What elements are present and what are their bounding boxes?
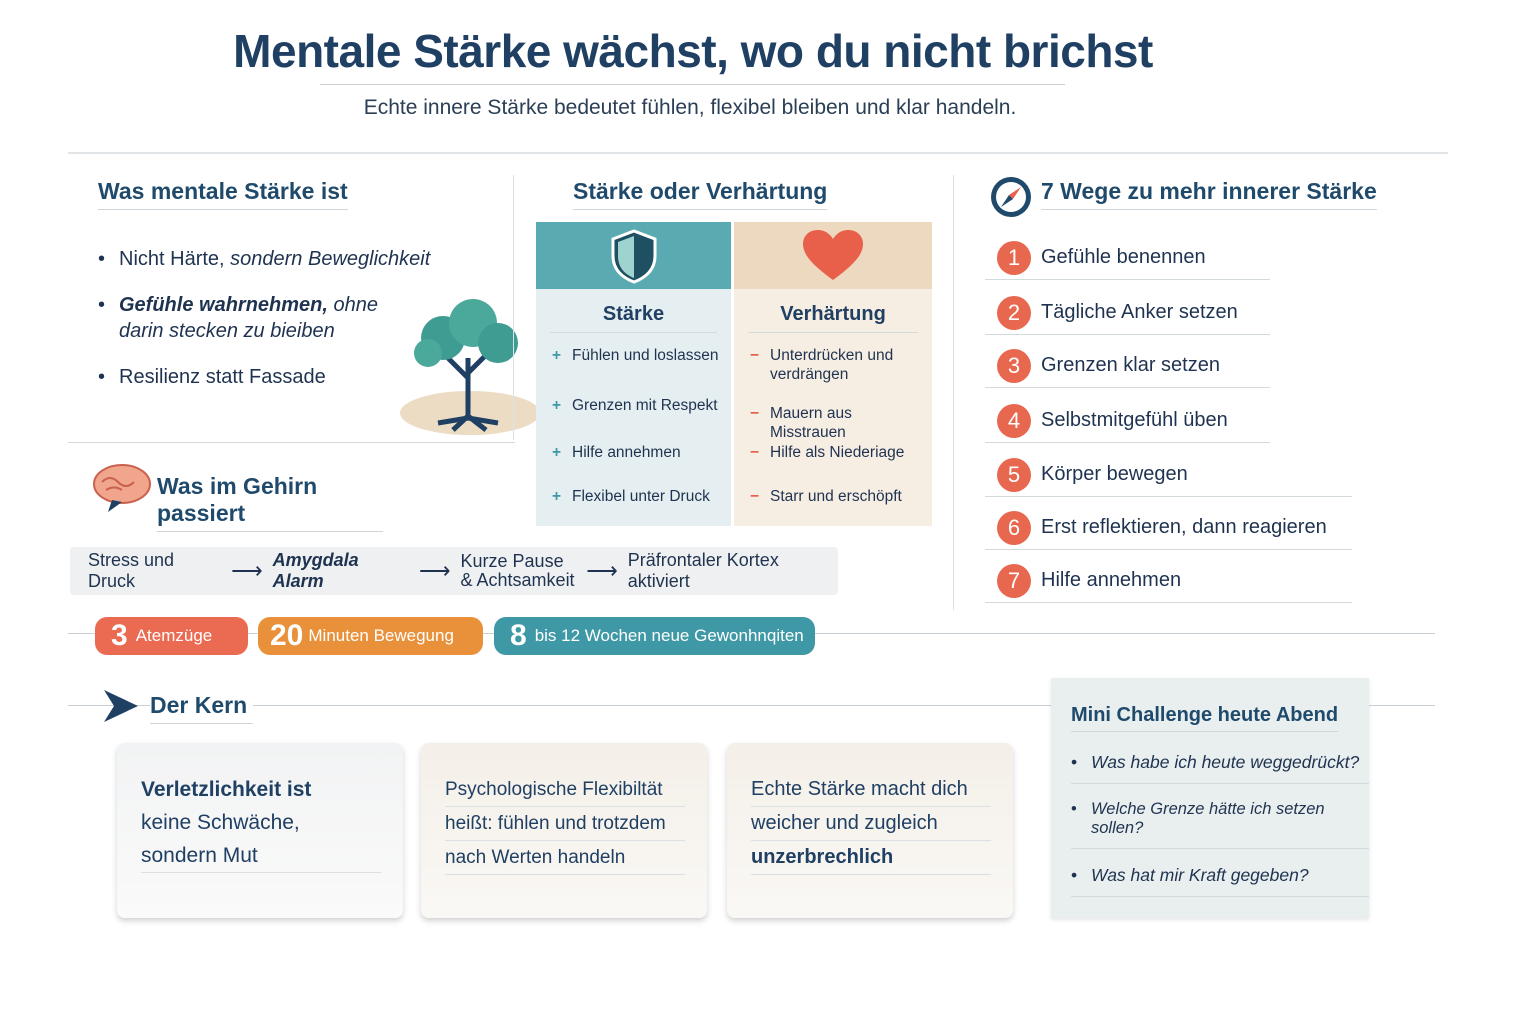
way-item: [985, 506, 1352, 550]
text: Hilfe annehmen: [572, 444, 681, 461]
way-item: [985, 559, 1352, 603]
strength-header: [536, 222, 731, 289]
strength-item: + Hilfe annehmen: [552, 444, 681, 461]
way-label: Tägliche Anker setzen: [1041, 301, 1238, 323]
badge-weeks: [494, 617, 815, 655]
strength-item: + Grenzen mit Respekt: [552, 397, 718, 414]
way-item: [985, 291, 1270, 335]
hardening-item: − Unterdrücken und verdrängen: [750, 347, 894, 383]
text: Fühlen und loslassen: [572, 347, 719, 364]
hardening-header: [734, 222, 932, 289]
divider: [513, 175, 514, 440]
card-line: nach Werten handeln: [445, 841, 685, 875]
challenge-item: • Was hat mir Kraft gegeben?: [1071, 849, 1369, 897]
way-item: [985, 453, 1352, 497]
arrow-right-icon: ⟶: [231, 558, 263, 583]
page-subtitle: Echte innere Stärke bedeutet fühlen, flexibel bleiben und klar handeln.: [363, 96, 1017, 119]
badge-number: 8: [510, 619, 527, 652]
paper-plane-icon: [102, 688, 140, 724]
text: Hilfe als Niederiage: [770, 444, 905, 461]
step-number: 4: [997, 404, 1031, 438]
badge-label: Minuten Bewegung: [308, 626, 454, 645]
arrow-right-icon: ⟶: [586, 558, 618, 583]
bullet-item: [119, 292, 419, 344]
way-item: [985, 344, 1270, 388]
core-card: [421, 743, 707, 918]
core-card: [117, 743, 403, 918]
step-number: 5: [997, 458, 1031, 492]
section-title-core: Der Kern: [150, 692, 253, 724]
hardening-column: [734, 222, 932, 526]
badge-movement: [258, 617, 483, 655]
flow-step: Kurze Pause & Achtsamkeit: [460, 551, 575, 590]
heart-icon: [801, 228, 865, 284]
brain-flow: [70, 547, 838, 595]
text: Grenzen mit Respekt: [572, 397, 718, 414]
badge-number: 20: [270, 619, 304, 652]
step-number: 3: [997, 349, 1031, 383]
way-label: Erst reflektieren, dann reagieren: [1041, 516, 1327, 538]
text: Flexibel unter Druck: [572, 488, 710, 505]
text: sondern Beweglichkeit: [230, 248, 431, 270]
strength-item: + Fühlen und loslassen: [552, 347, 719, 364]
section-title-ways: 7 Wege zu mehr innerer Stärke: [1041, 178, 1377, 210]
arrow-right-icon: ⟶: [418, 558, 451, 583]
badge-number: 3: [111, 619, 128, 652]
challenge-title: Mini Challenge heute Abend: [1071, 704, 1338, 732]
way-label: Körper bewegen: [1041, 463, 1188, 485]
compass-icon: [989, 175, 1033, 219]
way-item: [985, 399, 1270, 443]
strength-item: + Flexibel unter Druck: [552, 488, 710, 505]
badge-label: bis 12 Wochen neue Gewonhnqiten: [534, 626, 804, 645]
challenge-item: • Welche Grenze hätte ich setzen sollen?: [1071, 784, 1369, 849]
text: Starr und erschöpft: [770, 488, 902, 505]
way-label: Grenzen klar setzen: [1041, 354, 1220, 376]
card-line: Echte Stärke macht dich: [751, 773, 991, 807]
way-label: Hilfe annehmen: [1041, 569, 1182, 591]
hardening-item: − Starr und erschöpft: [750, 488, 902, 505]
divider: [68, 152, 1448, 154]
card-line: unzerbrechlich: [751, 841, 991, 875]
divider: [68, 442, 515, 443]
card-line: Verletzlichkeit ist: [141, 778, 312, 801]
text: Nicht Härte,: [119, 248, 231, 270]
card-line: Psychologische Flexibiltät: [445, 773, 685, 807]
way-label: Selbstmitgefühl üben: [1041, 409, 1228, 431]
step-number: 1: [997, 241, 1031, 275]
section-title-compare: Stärke oder Verhärtung: [573, 178, 827, 210]
text: Gefühle wahrnehmen,: [119, 294, 328, 316]
text: Unterdrücken und verdrängen: [770, 347, 894, 383]
flow-step: Amygdala Alarm: [272, 550, 359, 591]
flow-step: Präfrontaler Kortex aktiviert: [627, 550, 779, 591]
section-title-what: Was mentale Stärke ist: [98, 178, 348, 210]
hardening-title: Verhärtung: [748, 303, 918, 333]
step-number: 7: [997, 564, 1031, 598]
card-line: sondern Mut: [141, 839, 381, 873]
strength-column: [536, 222, 731, 526]
strength-title: Stärke: [550, 303, 717, 333]
flow-step: Stress und Druck: [88, 550, 175, 591]
shield-icon: [609, 228, 659, 284]
page-title: Mentale Stärke wächst, wo du nicht brichst: [233, 25, 1153, 77]
challenge-item: • Was habe ich heute weggedrückt?: [1071, 740, 1369, 784]
card-line: keine Schwäche,: [141, 811, 300, 834]
way-item: [985, 236, 1270, 280]
step-number: 6: [997, 511, 1031, 545]
brain-icon: [92, 462, 152, 514]
way-label: Gefühle benennen: [1041, 246, 1206, 268]
card-line: heißt: fühlen und trotzdem: [445, 807, 685, 841]
text: Mauern aus Misstrauen: [770, 405, 852, 441]
text: ohne darin stecken zu bieiben: [119, 294, 378, 342]
card-line: weicher und zugleich: [751, 807, 991, 841]
bullet-item: [119, 246, 430, 272]
section-title-brain: Was im Gehirn passiert: [157, 473, 383, 532]
tree-icon: [398, 298, 538, 438]
step-number: 2: [997, 296, 1031, 330]
mini-challenge-box: [1051, 678, 1369, 918]
title-underline: [320, 84, 1065, 85]
divider: [953, 175, 954, 610]
hardening-item: − Mauern aus Misstrauen: [750, 405, 852, 441]
core-card: [727, 743, 1013, 918]
bullet-item: [119, 364, 326, 390]
text: Resilienz statt Fassade: [119, 366, 326, 388]
hardening-item: − Hilfe als Niederiage: [750, 444, 905, 461]
badge-label: Atemzüge: [135, 626, 213, 645]
badge-breaths: [95, 617, 248, 655]
